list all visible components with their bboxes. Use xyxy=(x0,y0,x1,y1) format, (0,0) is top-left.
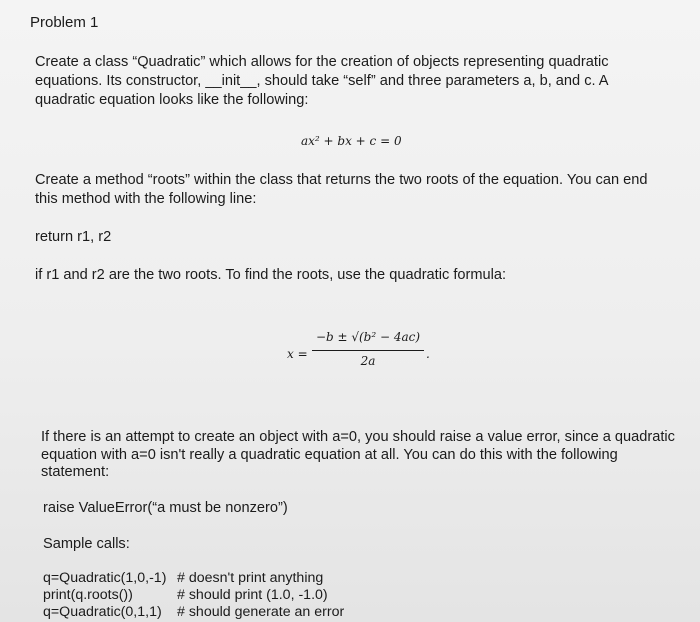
para1-line1: Create a class “Quadratic” which allows for the creation of objects representing quadratic xyxy=(35,54,609,70)
fraction-bar xyxy=(312,350,424,351)
formula-numerator: −b ± √(b² − 4ac) xyxy=(315,330,421,344)
formula-lhs: x = xyxy=(287,347,308,361)
para2-line2: this method with the following line: xyxy=(35,191,257,207)
para4-line3: statement: xyxy=(41,464,110,480)
sample-row xyxy=(43,587,133,604)
formula-period: . xyxy=(426,347,430,361)
para4-line2: equation with a=0 isn't really a quadratic equation at all. You can do this with the following xyxy=(41,447,618,463)
para2-line1: Create a method “roots” within the class that returns the two roots of the equation. You can end xyxy=(35,172,648,188)
quadratic-equation: ax² + bx + c = 0 xyxy=(301,134,402,148)
formula-denominator: 2a xyxy=(360,354,376,368)
sample-comment: # should generate an error xyxy=(177,604,345,620)
return-statement: return r1, r2 xyxy=(35,229,112,245)
sample-code: print(q.roots()) xyxy=(43,587,133,603)
sample-row xyxy=(43,570,166,587)
sample-code: q=Quadratic(1,0,-1) xyxy=(43,570,167,586)
sample-row xyxy=(43,604,162,621)
raise-statement: raise ValueError(“a must be nonzero”) xyxy=(43,500,288,516)
sample-comment: # doesn't print anything xyxy=(177,570,324,586)
para1-line2: equations. Its constructor, __init__, should take “self” and three parameters a, b, and c. A xyxy=(35,73,609,89)
sample-calls-label: Sample calls: xyxy=(43,536,130,552)
para4-line1: If there is an attempt to create an object with a=0, you should raise a value error, since a quadratic xyxy=(41,429,675,445)
sample-comment: # should print (1.0, -1.0) xyxy=(177,587,328,603)
sample-code: q=Quadratic(0,1,1) xyxy=(43,604,162,620)
problem-title: Problem 1 xyxy=(30,14,99,31)
para3: if r1 and r2 are the two roots. To find the roots, use the quadratic formula: xyxy=(35,267,507,283)
formula-fraction xyxy=(312,330,424,372)
para1-line3: quadratic equation looks like the following: xyxy=(35,92,309,108)
